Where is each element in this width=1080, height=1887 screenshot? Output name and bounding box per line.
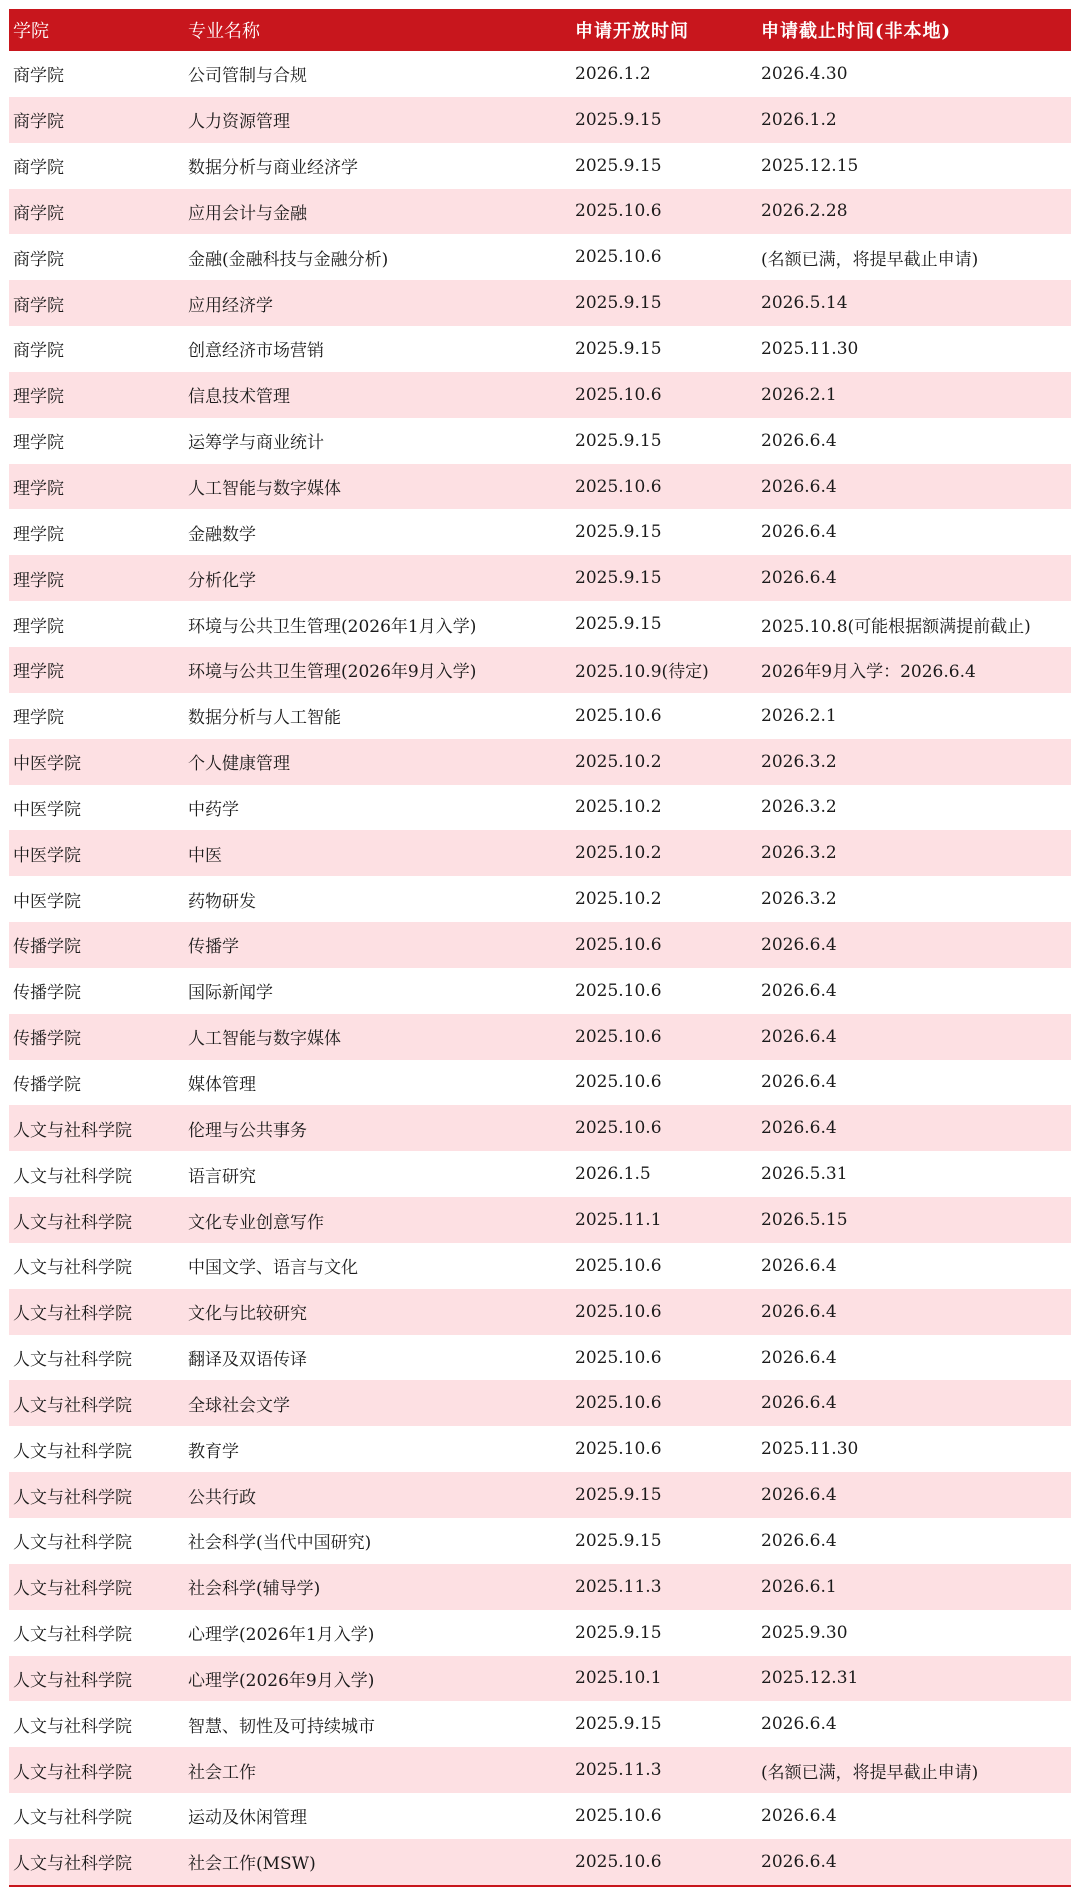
open-date-cell: 2025.9.15 xyxy=(575,338,662,359)
school-cell: 理学院 xyxy=(13,479,64,500)
open-date-cell: 2025.9.15 xyxy=(575,155,662,176)
open-date-cell: 2025.10.2 xyxy=(575,751,662,772)
deadline-cell: 2026.4.30 xyxy=(761,63,848,84)
open-date-cell: 2025.10.6 xyxy=(575,1805,662,1826)
table-row xyxy=(9,1014,1071,1060)
school-cell: 传播学院 xyxy=(13,983,81,1004)
school-cell: 人文与社科学院 xyxy=(13,1166,132,1187)
open-date-cell: 2026.1.2 xyxy=(575,63,651,84)
table-row xyxy=(9,1151,1071,1197)
program-cell: 中国文学、语言与文化 xyxy=(188,1258,358,1279)
table-row xyxy=(9,1060,1071,1106)
school-cell: 商学院 xyxy=(13,66,64,87)
table-row xyxy=(9,234,1071,280)
open-date-cell: 2025.9.15 xyxy=(575,293,662,314)
open-date-cell: 2025.10.6 xyxy=(575,1072,662,1093)
table-row xyxy=(9,280,1071,326)
table-row xyxy=(9,372,1071,418)
school-cell: 理学院 xyxy=(13,387,64,408)
program-cell: 环境与公共卫生管理(2026年1月入学) xyxy=(188,616,477,637)
program-cell: 心理学(2026年9月入学) xyxy=(188,1670,375,1691)
deadline-cell: 2026.6.4 xyxy=(761,1393,837,1414)
program-cell: 应用会计与金融 xyxy=(188,203,307,224)
deadline-cell: 2026.6.4 xyxy=(761,1026,837,1047)
open-date-cell: 2025.10.6 xyxy=(575,1393,662,1414)
open-date-cell: 2025.9.15 xyxy=(575,109,662,130)
deadline-cell: 2026.2.28 xyxy=(761,201,848,222)
open-date-cell: 2025.10.2 xyxy=(575,843,662,864)
deadline-cell: (名额已满，将提早截止申请) xyxy=(761,1762,979,1783)
school-cell: 理学院 xyxy=(13,708,64,729)
open-date-cell: 2025.10.6 xyxy=(575,1347,662,1368)
open-date-cell: 2025.9.15 xyxy=(575,614,662,635)
school-cell: 商学院 xyxy=(13,158,64,179)
open-date-cell: 2025.10.6 xyxy=(575,1301,662,1322)
deadline-cell: 2025.11.30 xyxy=(761,338,859,359)
deadline-cell: 2026.3.2 xyxy=(761,889,837,910)
school-cell: 商学院 xyxy=(13,203,64,224)
table-row xyxy=(9,1472,1071,1518)
open-date-cell: 2025.10.6 xyxy=(575,1439,662,1460)
school-cell: 商学院 xyxy=(13,341,64,362)
table-row xyxy=(9,693,1071,739)
school-cell: 人文与社科学院 xyxy=(13,1441,132,1462)
school-cell: 理学院 xyxy=(13,662,64,683)
table-row xyxy=(9,326,1071,372)
deadline-cell: 2026.6.4 xyxy=(761,1805,837,1826)
table-row xyxy=(9,1243,1071,1289)
program-cell: 信息技术管理 xyxy=(188,387,290,408)
deadline-cell: 2026.6.4 xyxy=(761,1347,837,1368)
program-cell: 数据分析与人工智能 xyxy=(188,708,341,729)
table-row xyxy=(9,1426,1071,1472)
header-program: 专业名称 xyxy=(188,21,260,42)
table-row xyxy=(9,647,1071,693)
deadline-cell: 2026.6.4 xyxy=(761,934,837,955)
school-cell: 人文与社科学院 xyxy=(13,1716,132,1737)
deadline-cell: 2026.6.4 xyxy=(761,1485,837,1506)
program-cell: 传播学 xyxy=(188,937,239,958)
school-cell: 中医学院 xyxy=(13,754,81,775)
table-row xyxy=(9,1701,1071,1747)
deadline-cell: 2025.9.30 xyxy=(761,1622,848,1643)
bottom-divider xyxy=(9,1885,1071,1887)
open-date-cell: 2025.10.6 xyxy=(575,705,662,726)
deadline-cell: 2026.5.31 xyxy=(761,1164,848,1185)
program-cell: 心理学(2026年1月入学) xyxy=(188,1625,375,1646)
open-date-cell: 2025.10.6 xyxy=(575,384,662,405)
program-cell: 中药学 xyxy=(188,799,239,820)
program-cell: 文化与比较研究 xyxy=(188,1304,307,1325)
school-cell: 人文与社科学院 xyxy=(13,1854,132,1875)
deadline-cell: 2026.6.1 xyxy=(761,1576,837,1597)
school-cell: 传播学院 xyxy=(13,937,81,958)
open-date-cell: 2025.10.6 xyxy=(575,247,662,268)
open-date-cell: 2025.11.3 xyxy=(575,1760,662,1781)
open-date-cell: 2026.1.5 xyxy=(575,1164,651,1185)
program-cell: 翻译及双语传译 xyxy=(188,1350,307,1371)
program-cell: 人力资源管理 xyxy=(188,112,290,133)
deadline-cell: 2026.6.4 xyxy=(761,522,837,543)
school-cell: 理学院 xyxy=(13,616,64,637)
program-cell: 社会工作 xyxy=(188,1762,256,1783)
school-cell: 商学院 xyxy=(13,295,64,316)
table-row xyxy=(9,601,1071,647)
open-date-cell: 2025.10.6 xyxy=(575,980,662,1001)
deadline-cell: 2026.2.1 xyxy=(761,705,837,726)
table-row xyxy=(9,1380,1071,1426)
deadline-cell: 2026.3.2 xyxy=(761,751,837,772)
open-date-cell: 2025.10.1 xyxy=(575,1668,662,1689)
deadline-cell: 2026.5.15 xyxy=(761,1210,848,1231)
table-row xyxy=(9,418,1071,464)
school-cell: 中医学院 xyxy=(13,891,81,912)
table-row xyxy=(9,464,1071,510)
school-cell: 人文与社科学院 xyxy=(13,1670,132,1691)
open-date-cell: 2025.9.15 xyxy=(575,1714,662,1735)
open-date-cell: 2025.10.6 xyxy=(575,934,662,955)
open-date-cell: 2025.11.3 xyxy=(575,1576,662,1597)
deadline-cell: 2026.6.4 xyxy=(761,1714,837,1735)
table-row xyxy=(9,1518,1071,1564)
table-row xyxy=(9,1197,1071,1243)
program-cell: 金融数学 xyxy=(188,524,256,545)
program-cell: 数据分析与商业经济学 xyxy=(188,158,358,179)
table-header xyxy=(9,9,1071,51)
deadline-cell: 2026.6.4 xyxy=(761,1118,837,1139)
program-cell: 人工智能与数字媒体 xyxy=(188,479,341,500)
program-cell: 药物研发 xyxy=(188,891,256,912)
school-cell: 商学院 xyxy=(13,249,64,270)
program-cell: 社会工作(MSW) xyxy=(188,1854,316,1875)
open-date-cell: 2025.9.15 xyxy=(575,1622,662,1643)
deadline-cell: 2026.5.14 xyxy=(761,293,848,314)
school-cell: 理学院 xyxy=(13,433,64,454)
school-cell: 人文与社科学院 xyxy=(13,1304,132,1325)
school-cell: 中医学院 xyxy=(13,845,81,866)
program-cell: 全球社会文学 xyxy=(188,1395,290,1416)
school-cell: 传播学院 xyxy=(13,1029,81,1050)
table-row xyxy=(9,1610,1071,1656)
program-cell: 分析化学 xyxy=(188,570,256,591)
school-cell: 人文与社科学院 xyxy=(13,1579,132,1600)
open-date-cell: 2025.9.15 xyxy=(575,522,662,543)
deadline-cell: 2025.10.8(可能根据额满提前截止) xyxy=(761,616,1031,637)
table-row xyxy=(9,1335,1071,1381)
program-cell: 智慧、韧性及可持续城市 xyxy=(188,1716,375,1737)
admissions-table xyxy=(9,9,1071,1887)
table-row xyxy=(9,968,1071,1014)
open-date-cell: 2025.10.9(待定) xyxy=(575,662,709,683)
school-cell: 人文与社科学院 xyxy=(13,1395,132,1416)
table-row xyxy=(9,1747,1071,1793)
open-date-cell: 2025.10.6 xyxy=(575,201,662,222)
school-cell: 理学院 xyxy=(13,570,64,591)
deadline-cell: (名额已满，将提早截止申请) xyxy=(761,249,979,270)
deadline-cell: 2026.2.1 xyxy=(761,384,837,405)
deadline-cell: 2026.1.2 xyxy=(761,109,837,130)
program-cell: 国际新闻学 xyxy=(188,983,273,1004)
school-cell: 传播学院 xyxy=(13,1074,81,1095)
school-cell: 人文与社科学院 xyxy=(13,1487,132,1508)
program-cell: 运筹学与商业统计 xyxy=(188,433,324,454)
school-cell: 人文与社科学院 xyxy=(13,1808,132,1829)
header-open-date: 申请开放时间 xyxy=(575,21,689,42)
deadline-cell: 2026.6.4 xyxy=(761,1530,837,1551)
open-date-cell: 2025.10.2 xyxy=(575,797,662,818)
program-cell: 公共行政 xyxy=(188,1487,256,1508)
table-row xyxy=(9,1105,1071,1151)
table-row xyxy=(9,922,1071,968)
table-row xyxy=(9,51,1071,97)
school-cell: 人文与社科学院 xyxy=(13,1120,132,1141)
school-cell: 中医学院 xyxy=(13,799,81,820)
program-cell: 创意经济市场营销 xyxy=(188,341,324,362)
program-cell: 公司管制与合规 xyxy=(188,66,307,87)
deadline-cell: 2025.12.15 xyxy=(761,155,859,176)
table-row xyxy=(9,1839,1071,1885)
program-cell: 语言研究 xyxy=(188,1166,256,1187)
deadline-cell: 2026.3.2 xyxy=(761,843,837,864)
school-cell: 人文与社科学院 xyxy=(13,1533,132,1554)
deadline-cell: 2026.6.4 xyxy=(761,476,837,497)
deadline-cell: 2025.11.30 xyxy=(761,1439,859,1460)
table-row xyxy=(9,739,1071,785)
program-cell: 教育学 xyxy=(188,1441,239,1462)
table-row xyxy=(9,1289,1071,1335)
school-cell: 人文与社科学院 xyxy=(13,1762,132,1783)
deadline-cell: 2026.6.4 xyxy=(761,1255,837,1276)
table-row xyxy=(9,555,1071,601)
open-date-cell: 2025.10.6 xyxy=(575,1026,662,1047)
deadline-cell: 2026.6.4 xyxy=(761,568,837,589)
table-row xyxy=(9,785,1071,831)
table-row xyxy=(9,830,1071,876)
open-date-cell: 2025.10.6 xyxy=(575,1118,662,1139)
program-cell: 文化专业创意写作 xyxy=(188,1212,324,1233)
school-cell: 人文与社科学院 xyxy=(13,1350,132,1371)
program-cell: 人工智能与数字媒体 xyxy=(188,1029,341,1050)
deadline-cell: 2025.12.31 xyxy=(761,1668,859,1689)
table-body xyxy=(9,51,1071,1885)
table-row xyxy=(9,143,1071,189)
program-cell: 社会科学(当代中国研究) xyxy=(188,1533,372,1554)
program-cell: 媒体管理 xyxy=(188,1074,256,1095)
open-date-cell: 2025.11.1 xyxy=(575,1210,662,1231)
program-cell: 金融(金融科技与金融分析) xyxy=(188,249,389,270)
school-cell: 商学院 xyxy=(13,112,64,133)
program-cell: 伦理与公共事务 xyxy=(188,1120,307,1141)
deadline-cell: 2026.6.4 xyxy=(761,430,837,451)
table-row xyxy=(9,1793,1071,1839)
school-cell: 人文与社科学院 xyxy=(13,1625,132,1646)
table-row xyxy=(9,1656,1071,1702)
program-cell: 应用经济学 xyxy=(188,295,273,316)
open-date-cell: 2025.9.15 xyxy=(575,1485,662,1506)
program-cell: 环境与公共卫生管理(2026年9月入学) xyxy=(188,662,477,683)
open-date-cell: 2025.10.6 xyxy=(575,476,662,497)
table-row xyxy=(9,876,1071,922)
table-row xyxy=(9,509,1071,555)
open-date-cell: 2025.10.6 xyxy=(575,1255,662,1276)
header-school: 学院 xyxy=(13,21,49,42)
table-row xyxy=(9,189,1071,235)
table-row xyxy=(9,97,1071,143)
header-deadline: 申请截止时间(非本地) xyxy=(761,21,952,42)
deadline-cell: 2026年9月入学：2026.6.4 xyxy=(761,662,976,683)
school-cell: 人文与社科学院 xyxy=(13,1258,132,1279)
open-date-cell: 2025.10.6 xyxy=(575,1851,662,1872)
table-row xyxy=(9,1564,1071,1610)
program-cell: 中医 xyxy=(188,845,222,866)
open-date-cell: 2025.9.15 xyxy=(575,568,662,589)
open-date-cell: 2025.9.15 xyxy=(575,430,662,451)
deadline-cell: 2026.6.4 xyxy=(761,1301,837,1322)
program-cell: 社会科学(辅导学) xyxy=(188,1579,321,1600)
deadline-cell: 2026.6.4 xyxy=(761,980,837,1001)
school-cell: 人文与社科学院 xyxy=(13,1212,132,1233)
open-date-cell: 2025.9.15 xyxy=(575,1530,662,1551)
deadline-cell: 2026.6.4 xyxy=(761,1072,837,1093)
program-cell: 个人健康管理 xyxy=(188,754,290,775)
program-cell: 运动及休闲管理 xyxy=(188,1808,307,1829)
deadline-cell: 2026.3.2 xyxy=(761,797,837,818)
school-cell: 理学院 xyxy=(13,524,64,545)
deadline-cell: 2026.6.4 xyxy=(761,1851,837,1872)
open-date-cell: 2025.10.2 xyxy=(575,889,662,910)
